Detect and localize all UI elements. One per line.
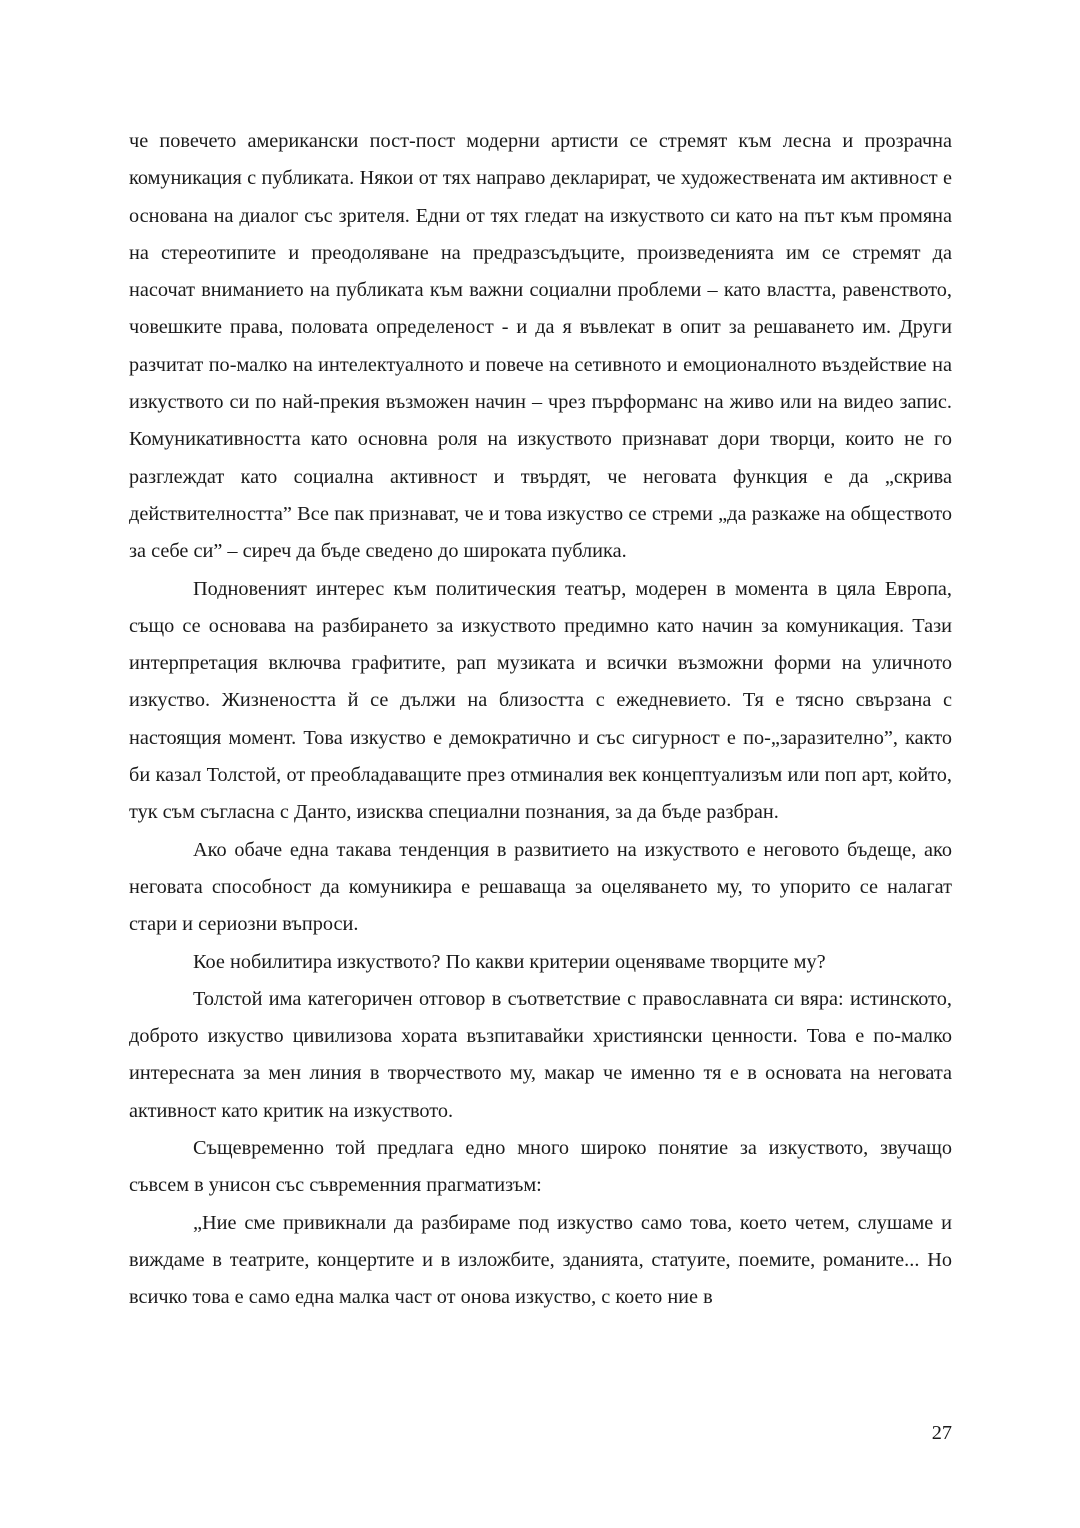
body-text: [129, 123, 952, 1317]
paragraph-5: Толстой има категоричен отговор в съответствие с православната си вяра: истинското, доброто изкуство цивилизова хората възпитавайки християнски ценности. Това е по-малко интересната за мен линия в творчеството му, макар че именно тя е в основата на неговата активност като критик на изкуството.: [129, 987, 952, 1122]
paragraph-4: Кое нобилитира изкуството? По какви критерии оценяваме творците му?: [193, 950, 826, 973]
page-number: 27: [931, 1422, 952, 1444]
paragraph-1: че повечето американски пост-пост модерни артисти се стремят към лесна и прозрачна комуникация с публиката. Някои от тях направо декларират, че художествената им активност е основана на диалог със зрителя. Едни от тях гледат на изкуството си като на път към промяна на стереотипите и преодоляване на предразсъдъците, произведенията им се стремят да насочат вниманието на публиката към важни социални проблеми – като властта, равенството, човешките права, половата определеност - и да я въвлекат в опит за решаването им. Други разчитат по-малко на интелектуалното и повече на сетивното и емоционалното въздействие на изкуството си по най-прекия възможен начин – чрез пърформанс на живо или на видео запис. Комуникативността като основна роля на изкуството признават дори творци, които не го разглеждат като социална активност и твърдят, че неговата функция е да „скрива действителността” Все пак признават, че и това изкуство се стреми „да разкаже на обществото за себе си” – сиреч да бъде сведено до широката публика.: [129, 130, 952, 563]
paragraph-2: Подновеният интерес към политическия театър, модерен в момента в цяла Европа, също се основава на разбирането за изкуството предимно като начин за комуникация. Тази интерпретация включва графитите, рап музиката и всички възможни форми на уличното изкуство. Жизнеността й се дължи на близостта с ежедневието. Тя е тясно свързана с настоящия момент. Това изкуство е демократично и със сигурност е по-„заразително”, както би казал Толстой, от преобладаващите през отминалия век концептуализъм или поп арт, който, тук съм съгласна с Данто, изисква специални познания, за да бъде разбран.: [129, 577, 952, 824]
paragraph-3: Ако обаче една такава тенденция в развитието на изкуството е неговото бъдеще, ако неговата способност да комуникира е решаваща за оцеляването му, то упорито се налагат стари и сериозни въпроси.: [129, 838, 952, 936]
paragraph-6: Същевременно той предлага едно много широко понятие за изкуството, звучащо съвсем в унисон със съвременния прагматизъм:: [129, 1137, 952, 1197]
paragraph-7: „Ние сме привикнали да разбираме под изкуство само това, което четем, слушаме и виждаме в театрите, концертите и в изложбите, зданията, статуите, поемите, романите... Но всичко това е само една малка част от онова изкуство, с което ние в: [129, 1211, 952, 1309]
